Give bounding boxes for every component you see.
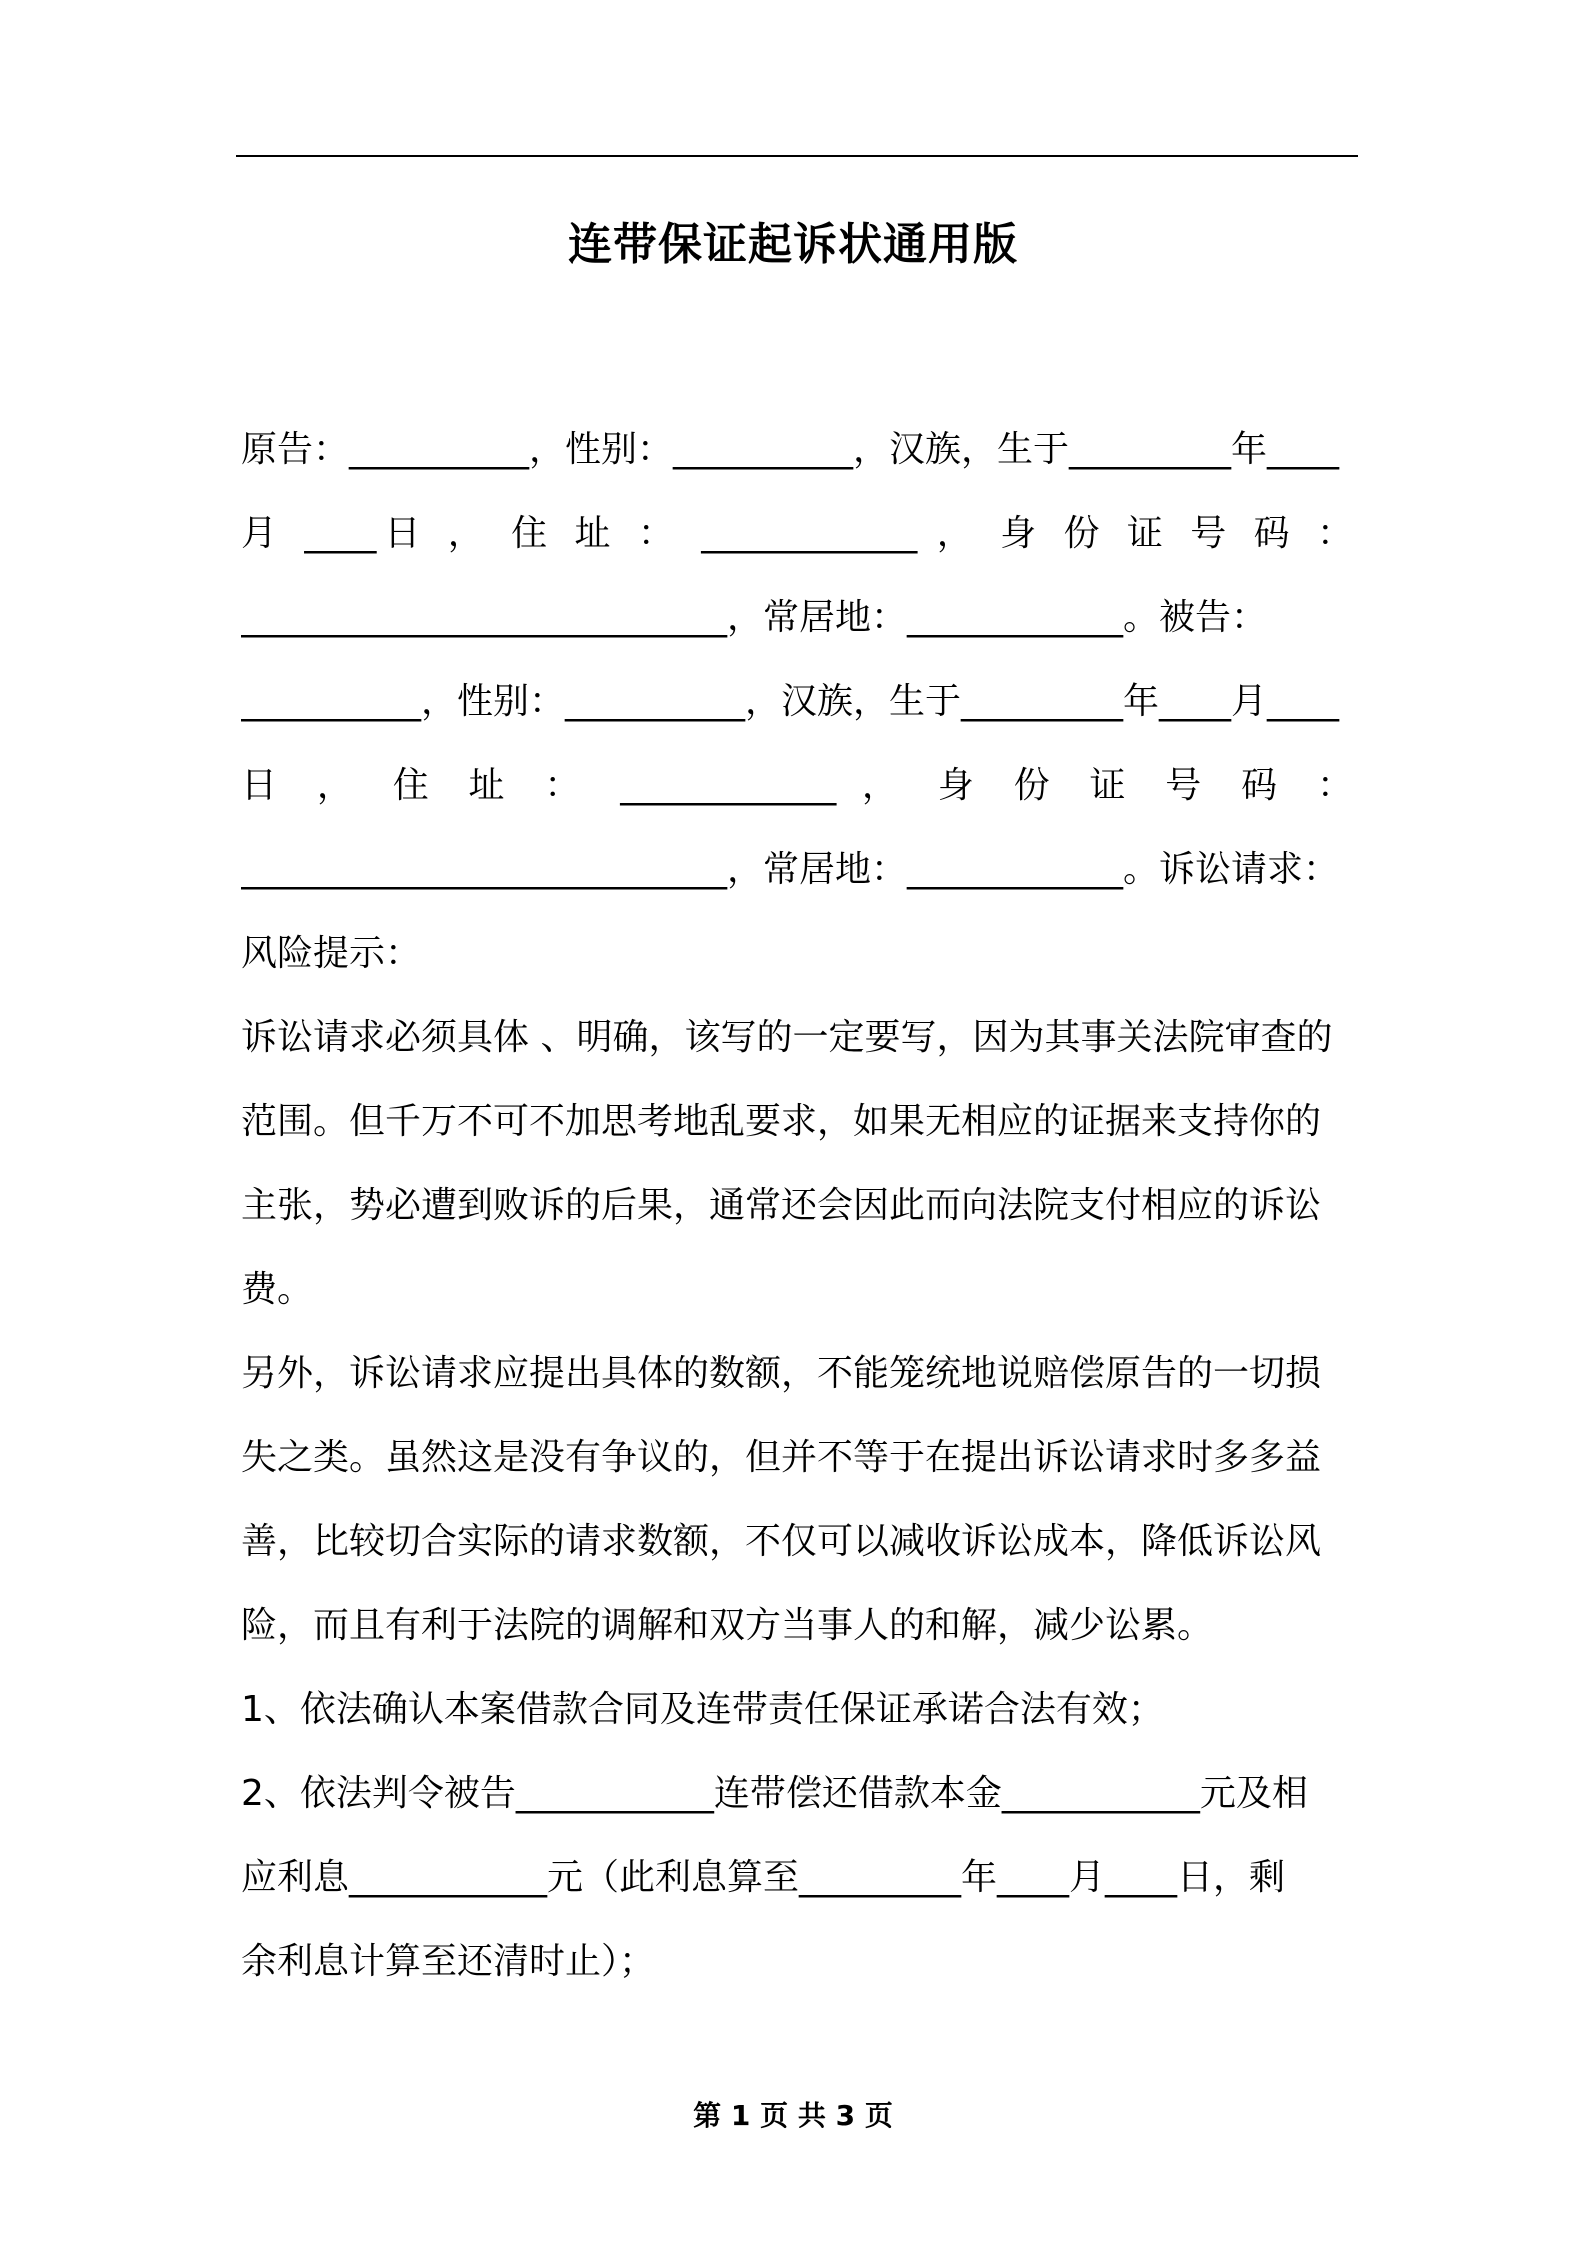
text-line: 月 ____日 ， 住 址 ： ____________ ， 身 份 证 号 码 ： bbox=[241, 513, 1353, 554]
document-body bbox=[241, 408, 1353, 2004]
page-number: 第 1 页 共 3 页 bbox=[693, 2099, 893, 2132]
text-line: 应利息___________元（此利息算至_________年____月____日，剩 bbox=[241, 1857, 1286, 1898]
text-line: 失之类。虽然这是没有争议的，但并不等于在提出诉讼请求时多多益 bbox=[241, 1437, 1322, 1478]
document-title: 连带保证起诉状通用版 bbox=[568, 219, 1018, 270]
text-line: 另外，诉讼请求应提出具体的数额，不能笼统地说赔偿原告的一切损 bbox=[241, 1353, 1322, 1394]
text-line: 善，比较切合实际的请求数额，不仅可以减收诉讼成本，降低诉讼风 bbox=[241, 1521, 1322, 1562]
text-line: 余利息计算至还清时止）； bbox=[241, 1941, 656, 1982]
claim-item: 2、依法判令被告___________连带偿还借款本金___________元及相 bbox=[241, 1773, 1308, 1814]
header-rule bbox=[236, 155, 1358, 157]
text-line: ___________________________，常居地：____________。被告： bbox=[241, 597, 1268, 638]
section-label: 风险提示： bbox=[241, 933, 422, 974]
text-line: 诉讼请求必须具体 、明确，该写的一定要写，因为其事关法院审查的 bbox=[241, 1017, 1333, 1058]
text-line: 范围。但千万不可不加思考地乱要求，如果无相应的证据来支持你的 bbox=[241, 1101, 1322, 1142]
text-line: 费。 bbox=[241, 1269, 314, 1310]
claim-item: 1、依法确认本案借款合同及连带责任保证承诺合法有效； bbox=[241, 1689, 1164, 1730]
text-line: 险，而且有利于法院的调解和双方当事人的和解，减少讼累。 bbox=[241, 1605, 1214, 1646]
text-line: 日 ， 住 址 ： ____________ ， 身 份 证 号 码 ： bbox=[241, 765, 1353, 806]
text-line: 原告：__________，性别：__________，汉族，生于_________年____ bbox=[241, 429, 1340, 470]
text-line: ___________________________，常居地：____________。诉讼请求： bbox=[241, 849, 1340, 890]
text-line: __________，性别：__________，汉族，生于_________年____月____ bbox=[241, 681, 1340, 722]
text-line: 主张，势必遭到败诉的后果，通常还会因此而向法院支付相应的诉讼 bbox=[241, 1185, 1322, 1226]
